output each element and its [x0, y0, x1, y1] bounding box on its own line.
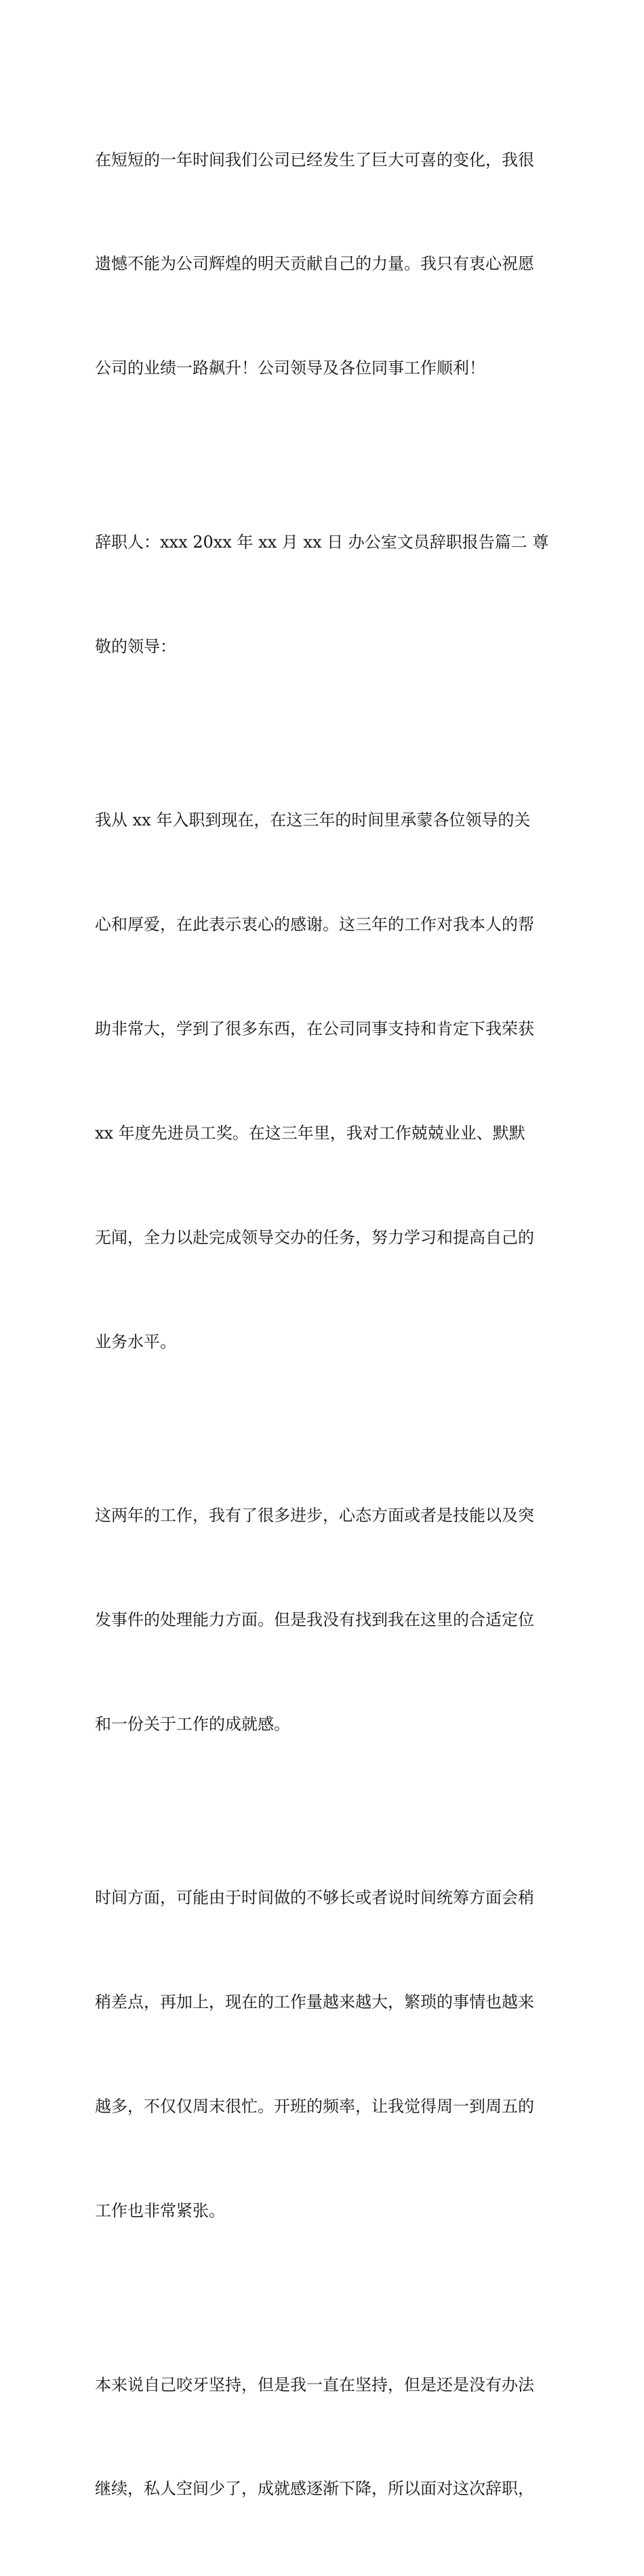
text-line: 辞职人：xxx 20xx 年 xx 月 xx 日 办公室文员辞职报告篇二 尊	[95, 532, 549, 552]
text-line: 这两年的工作，我有了很多进步，心态方面或者是技能以及突	[95, 1506, 534, 1526]
paragraph-thanks	[95, 734, 552, 1429]
text-line: 和一份关于工作的成就感。	[95, 1714, 290, 1734]
text-line: 业务水平。	[95, 1332, 176, 1351]
text-line: 本来说自己咬牙坚持，但是我一直在坚持，但是还是没有办法	[95, 2375, 534, 2394]
paragraph-progress	[95, 1429, 552, 1812]
text-line: 稍差点，再加上，现在的工作量越来越大，繁琐的事情也越来	[95, 1992, 534, 2012]
text-line: 时间方面，可能由于时间做的不够长或者说时间统筹方面会稍	[95, 1888, 534, 1908]
document-body	[95, 73, 552, 2576]
paragraph-signature-and-heading	[95, 455, 552, 733]
text-line: 在短短的一年时间我们公司已经发生了巨大可喜的变化，我很	[95, 150, 534, 169]
paragraph-company-wishes	[95, 73, 552, 455]
text-line: 助非常大，学到了很多东西，在公司同事支持和肯定下我荣获	[95, 1019, 534, 1039]
paragraph-resignation	[95, 2298, 552, 2576]
text-line: 工作也非常紧张。	[95, 2201, 225, 2221]
text-line: 继续，私人空间少了，成就感逐渐下降，所以面对这次辞职，	[95, 2479, 534, 2499]
text-line: 遗憾不能为公司辉煌的明天贡献自己的力量。我只有衷心祝愿	[95, 254, 534, 274]
text-line: 无闻，全力以赴完成领导交办的任务，努力学习和提高自己的	[95, 1227, 534, 1247]
text-line: 公司的业绩一路飙升！公司领导及各位同事工作顺利！	[95, 359, 485, 378]
text-line: 我从 xx 年入职到现在，在这三年的时间里承蒙各位领导的关	[95, 811, 531, 830]
text-line: 心和厚爱，在此表示衷心的感谢。这三年的工作对我本人的帮	[95, 915, 534, 935]
text-line: 越多，不仅仅周末很忙。开班的频率，让我觉得周一到周五的	[95, 2097, 534, 2117]
text-line: 敬的领导：	[95, 636, 176, 656]
text-line: xx 年度先进员工奖。在这三年里，我对工作兢兢业业、默默	[95, 1123, 525, 1143]
paragraph-time	[95, 1812, 552, 2298]
text-line: 发事件的处理能力方面。但是我没有找到我在这里的合适定位	[95, 1610, 534, 1630]
